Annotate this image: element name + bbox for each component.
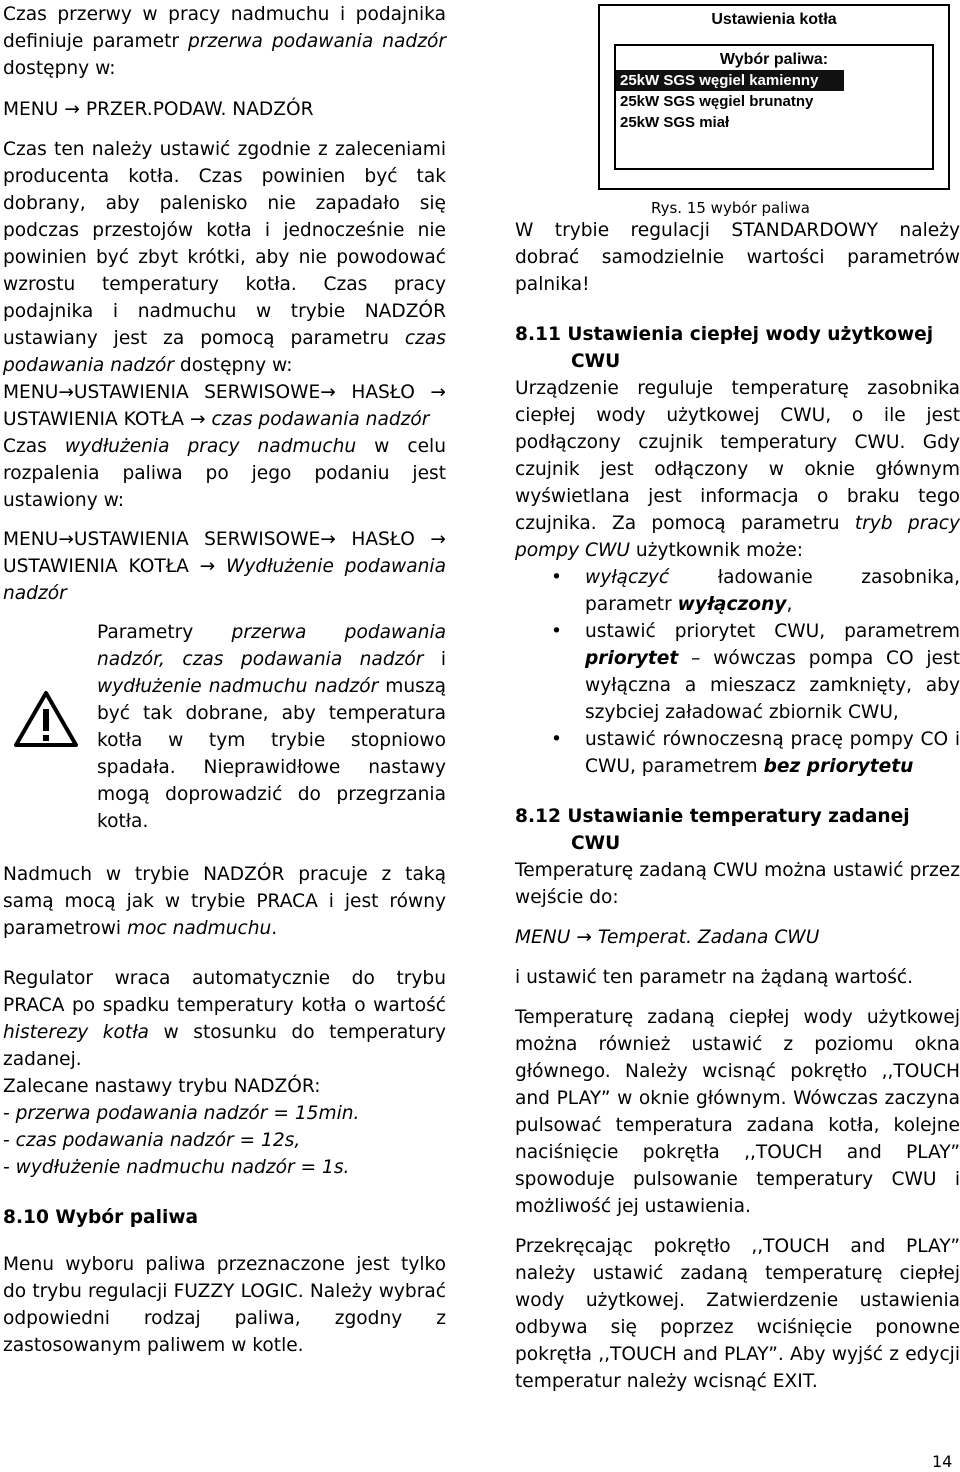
paragraph-dhw: Urządzenie reguluje temperaturę zasobnika ciepłej wody użytkowej CWU, o ile jest podłączony czujnik temperatury CWU. Gdy czujnik jest odłączony w oknie głównym wyświetlana jest informacja o braku tego czujnika. Za pomocą parametru tryb pracy pompy CWU użytkownik może: (515, 378, 960, 561)
paragraph-set-value: i ustawić ten parametr na żądaną wartość. (515, 967, 914, 988)
arrow-right-icon: → (320, 382, 336, 403)
warning-note (3, 619, 446, 835)
paragraph-fuel-menu: Menu wyboru paliwa przeznaczone jest tylko do trybu regulacji FUZZY LOGIC. Należy wybrać odpowiedni rodzaj paliwa, zgodny z zastosowanym paliwem w kotle. (3, 1254, 446, 1356)
menu-path-pause: MENU → PRZER.PODAW. NADZÓR (3, 96, 446, 123)
arrow-right-icon: → (64, 99, 80, 120)
fuel-selection-screen (598, 4, 950, 190)
list-item: • ustawić równoczesną pracę pompy CO i CWU, parametrem bez priorytetu (515, 726, 960, 780)
menu-path-dhw: MENU → Temperat. Zadana CWU (515, 924, 960, 951)
fuel-option[interactable]: 25kW SGS węgiel brunatny (620, 93, 814, 110)
arrow-right-icon: → (320, 529, 336, 550)
paragraph-blower-extension: Czas wydłużenia pracy nadmuchu w celu rozpalenia paliwa po jego podaniu jest ustawiony w: (3, 436, 446, 511)
warning-text: Parametry przerwa podawania nadzór, czas podawania nadzór i wydłużenie nadmuchu nadzór muszą być tak dobrane, aby temperatura kotła w tym trybie stopniowo spadała. Nieprawidłowe nastawy mogą doprowadzić do przegrzania kotła. (97, 622, 447, 832)
fuel-option[interactable]: 25kW SGS miał (620, 114, 730, 131)
recommended-item: - wydłużenie nadmuchu nadzór = 1s. (3, 1157, 350, 1178)
recommended-title: Zalecane nastawy trybu NADZÓR: (3, 1076, 321, 1097)
list-item: • wyłączyć ładowanie zasobnika, parametr wyłączony, (515, 564, 960, 618)
arrow-right-icon: → (430, 529, 446, 550)
menu-path-feed-time: MENU→USTAWIENIA SERWISOWE→ HASŁO → USTAWIENIA KOTŁA → czas podawania nadzór (3, 382, 446, 430)
section-heading-8-11: 8.11 Ustawienia ciepłej wody użytkowej CWU (515, 324, 934, 372)
figure-caption: Rys. 15 wybór paliwa (651, 199, 810, 217)
screen-title: Ustawienia kotła (711, 11, 837, 28)
right-column (515, 217, 960, 1395)
arrow-right-icon: → (189, 409, 206, 430)
paragraph-feed-pause: Czas przerwy w pracy nadmuchu i podajnika definiuje parametr przerwa podawania nadzór dostępny w: (3, 4, 447, 79)
section-heading-8-10: 8.10 Wybór paliwa (3, 1207, 199, 1228)
paragraph-standard-mode: W trybie regulacji STANDARDOWY należy dobrać samodzielnie wartości parametrów palnika! (515, 220, 960, 295)
page-number: 14 (932, 1452, 953, 1471)
arrow-right-icon: → (199, 556, 216, 577)
fuel-option-selected[interactable]: 25kW SGS węgiel kamienny (616, 70, 844, 91)
arrow-right-icon: → (576, 927, 592, 948)
left-column (3, 0, 446, 1359)
screen-subtitle: Wybór paliwa: (719, 51, 829, 68)
recommended-item: - przerwa podawania nadzór = 15min. (3, 1103, 360, 1124)
menu-path-extension: MENU→USTAWIENIA SERWISOWE→ HASŁO → USTAWIENIA KOTŁA → Wydłużenie podawania nadzór (3, 529, 446, 604)
arrow-right-icon: → (430, 382, 446, 403)
paragraph-blower-power: Nadmuch w trybie NADZÓR pracuje z taką samą mocą jak w trybie PRACA i jest równy parametrowi moc nadmuchu. (3, 864, 446, 939)
paragraph-knob: Przekręcając pokrętło ,,TOUCH and PLAY” należy ustawić zadaną temperaturę ciepłej wody użytkowej. Zatwierdzenie ustawienia odbywa się poprzez wciśnięcie ponowne pokrętła ,,TOUCH and PLAY”. Aby wyjść z edycji temperatur należy wcisnąć EXIT. (515, 1236, 960, 1392)
list-item: • ustawić priorytet CWU, parametrem priorytet – wówczas pompa CO jest wyłączna a mieszacz zamknięty, aby szybciej załadować zbiornik CWU, (515, 618, 960, 726)
section-heading-8-12: 8.12 Ustawianie temperatury zadanej CWU (515, 806, 910, 854)
fuel-selection-panel (614, 44, 934, 170)
paragraph-dhw-setpoint: Temperaturę zadaną CWU można ustawić przez wejście do: (515, 860, 960, 908)
paragraph-main-window: Temperaturę zadaną ciepłej wody użytkowej można również ustawić z poziomu okna głównego. Należy wcisnąć pokrętło ,,TOUCH and PLAY” w oknie głównym. Wówczas zaczyna pulsować temperatura zadana kotła, kolejne naciśnięcie pokrętła ,,TOUCH and PLAY” spowoduje pulsowanie temperatury CWU i możliwość jej ustawienia. (515, 1007, 960, 1217)
dhw-mode-list (515, 564, 960, 780)
recommended-item: - czas podawania nadzór = 12s, (3, 1130, 301, 1151)
paragraph-feed-time: Czas ten należy ustawić zgodnie z zaleceniami producenta kotła. Czas powinien być tak dobrany, aby palenisko nie zapadało się podczas przestojów kotła i jednocześnie nie powinien być zbyt krótki, aby nie powodować wzrostu temperatury kotła. Czas pracy podajnika i nadmuchu w trybie NADZÓR ustawiany jest za pomocą parametru czas podawania nadzór dostępny w: (3, 139, 446, 376)
paragraph-auto-return: Regulator wraca automatycznie do trybu PRACA po spadku temperatury kotła o wartość histerezy kotła w stosunku do temperatury zadanej. (3, 968, 447, 1070)
arrow-right-icon: → (58, 529, 74, 550)
arrow-right-icon: → (58, 382, 74, 403)
warning-icon (13, 689, 79, 749)
